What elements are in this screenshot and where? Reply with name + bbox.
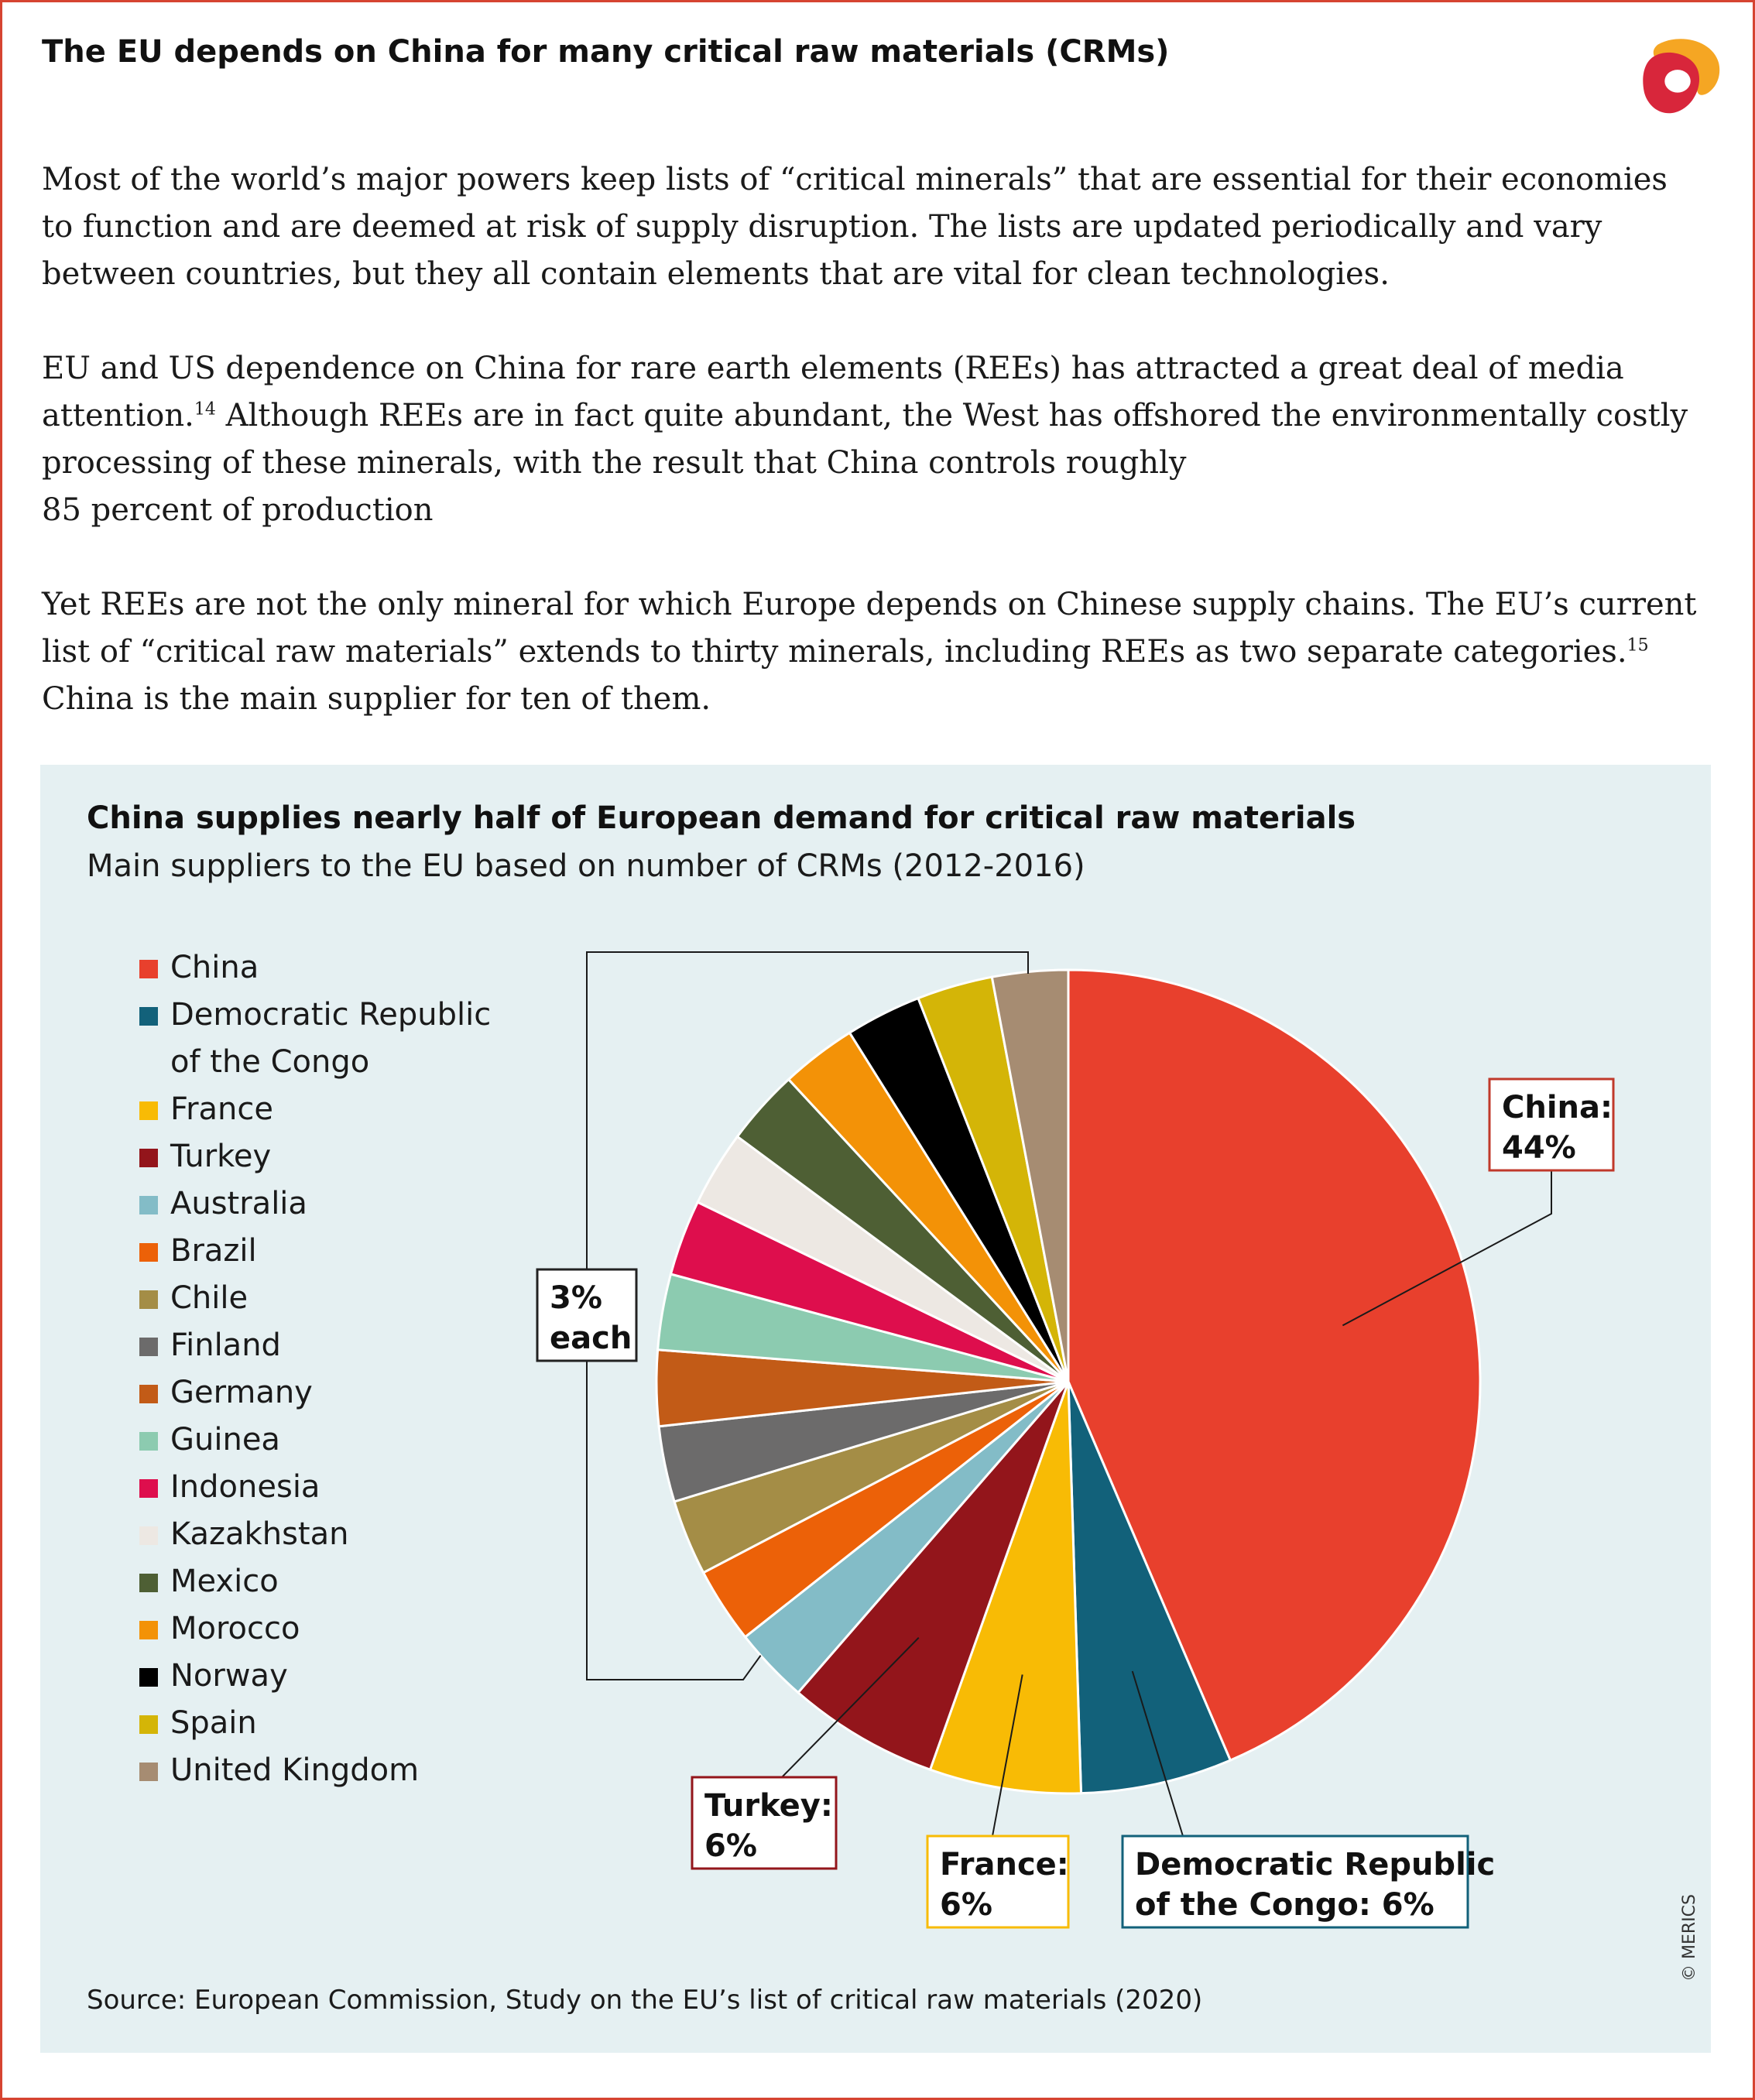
intro-paragraph-1: Most of the world’s major powers keep lists of “critical minerals” that are essential for their economies to function and are deemed at risk of supply disruption. The lists are updated periodically and vary between countries, but they all contain elements that are vital for clean technologies. <box>42 162 1668 292</box>
legend-label: Chile <box>170 1280 249 1316</box>
page-title: The EU depends on China for many critical raw materials (CRMs) <box>42 34 1170 70</box>
legend-label: Morocco <box>170 1611 300 1646</box>
legend-label: Finland <box>170 1327 281 1363</box>
paragraph-3-text-end: China is the main supplier for ten of them. <box>42 681 711 717</box>
france-callout-label: France: <box>940 1847 1069 1882</box>
legend-label: Mexico <box>170 1564 279 1599</box>
three-percent-callout-label: each <box>550 1321 632 1356</box>
chart-title: China supplies nearly half of European demand for critical raw materials <box>87 800 1356 836</box>
legend-label: Kazakhstan <box>170 1516 349 1552</box>
legend-label: Germany <box>170 1375 313 1410</box>
legend-label: China <box>170 950 259 985</box>
legend-label: Democratic Republic of the Congo <box>170 997 492 1080</box>
turkey-callout-label: 6% <box>704 1828 757 1864</box>
drc-callout-label: of the Congo: 6% <box>1135 1887 1435 1923</box>
copyright-note: © MERICS <box>1680 1894 1699 1982</box>
paragraph-2-text-cont: Although REEs are in fact quite abundant, the West has offshored the environmentally costly processing of these minerals, with the result that China controls roughly <box>42 398 1688 481</box>
legend-label: Australia <box>170 1186 307 1221</box>
paragraph-3-text: Yet REEs are not the only mineral for which Europe depends on Chinese supply chains. The EU’s current list of “critical raw materials” extends to thirty minerals, including REEs as two separate categories. <box>42 587 1697 670</box>
legend-label: Guinea <box>170 1422 280 1458</box>
paragraph-2-text-end: 85 percent of production <box>42 492 434 528</box>
paragraph-2-text: EU and US dependence on China for rare earth elements (REEs) has attracted a great deal of media attention. <box>42 351 1624 433</box>
turkey-callout-label: Turkey: <box>704 1788 833 1824</box>
legend-label: Spain <box>170 1705 257 1741</box>
legend-label: Brazil <box>170 1233 257 1269</box>
source-note: Source: European Commission, Study on the EU’s list of critical raw materials (2020) <box>87 1985 1203 2016</box>
legend-label: United Kingdom <box>170 1752 420 1788</box>
china-callout-label: China: <box>1502 1090 1613 1125</box>
chart-subtitle: Main suppliers to the EU based on number of CRMs (2012-2016) <box>87 848 1085 884</box>
france-callout-label: 6% <box>940 1887 992 1923</box>
legend-label: Turkey <box>170 1139 272 1174</box>
legend-label: Norway <box>170 1658 288 1694</box>
legend-label: France <box>170 1091 274 1127</box>
drc-callout-label: Democratic Republic <box>1135 1847 1496 1882</box>
three-percent-callout-label: 3% <box>550 1280 602 1316</box>
legend-label: Indonesia <box>170 1469 320 1505</box>
footnote-15[interactable]: 15 <box>1626 635 1649 656</box>
footnote-14[interactable]: 14 <box>194 399 216 420</box>
china-callout-label: 44% <box>1502 1130 1576 1166</box>
